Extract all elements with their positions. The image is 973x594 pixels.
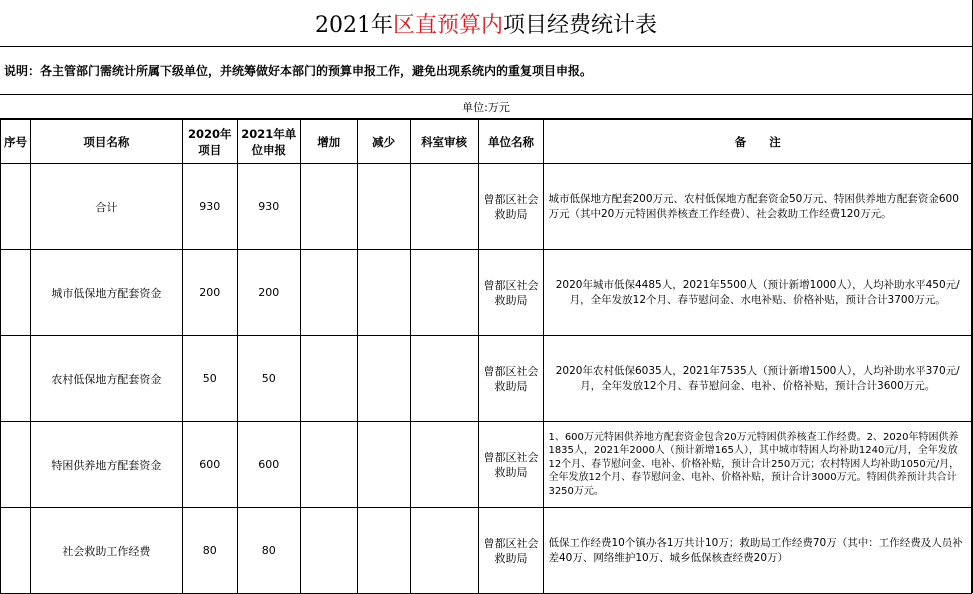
header-project-name: 项目名称: [30, 120, 182, 164]
cell-project-name[interactable]: 特困供养地方配套资金: [30, 422, 182, 508]
title-rest: 项目经费统计表: [503, 12, 658, 38]
cell-2021[interactable]: 80: [237, 508, 300, 594]
cell-seq[interactable]: [1, 336, 31, 422]
cell-review[interactable]: [410, 508, 478, 594]
cell-review[interactable]: [410, 336, 478, 422]
title-year: 2021年: [314, 12, 393, 38]
cell-2021[interactable]: 930: [237, 164, 300, 250]
cell-seq[interactable]: [1, 164, 31, 250]
unit-label: 单位:万元: [0, 96, 972, 119]
cell-remark[interactable]: 城市低保地方配套200万元、农村低保地方配套资金50万元、特困供养地方配套资金600万元（其中20万元特困供养核查工作经费）、社会救助工作经费120万元。: [544, 164, 972, 250]
cell-2020[interactable]: 80: [182, 508, 237, 594]
cell-department[interactable]: 曾都区社会救助局: [478, 164, 544, 250]
cell-project-name[interactable]: 社会救助工作经费: [30, 508, 182, 594]
instruction-note: 说明：各主管部门需统计所属下级单位，并统筹做好本部门的预算申报工作，避免出现系统内的重复项目申报。: [0, 47, 972, 95]
cell-seq[interactable]: [1, 250, 31, 336]
cell-project-name[interactable]: 农村低保地方配套资金: [30, 336, 182, 422]
cell-review[interactable]: [410, 164, 478, 250]
cell-increase[interactable]: [300, 164, 357, 250]
cell-increase[interactable]: [300, 336, 357, 422]
cell-department[interactable]: 曾都区社会救助局: [478, 508, 544, 594]
table-row: [1, 422, 972, 508]
table-row: [1, 250, 972, 336]
title-highlight: 区直预算内: [392, 12, 503, 38]
cell-2021[interactable]: 600: [237, 422, 300, 508]
cell-decrease[interactable]: [357, 508, 410, 594]
budget-table: [0, 119, 972, 594]
cell-remark[interactable]: 2020年城市低保4485人，2021年5500人（预计新增1000人），人均补助水平450元/月，全年发放12个月、春节慰问金、水电补贴、价格补贴，预计合计3700万元。: [544, 250, 972, 336]
cell-seq[interactable]: [1, 422, 31, 508]
header-remark: 备 注: [544, 120, 972, 164]
header-review: 科室审核: [410, 120, 478, 164]
cell-remark[interactable]: 2020年农村低保6035人，2021年7535人（预计新增1500人），人均补助水平370元/月，全年发放12个月、春节慰问金、电补、价格补贴，预计合计3600万元。: [544, 336, 972, 422]
table-row: [1, 164, 972, 250]
cell-department[interactable]: 曾都区社会救助局: [478, 422, 544, 508]
table-row: [1, 336, 972, 422]
cell-increase[interactable]: [300, 508, 357, 594]
cell-remark[interactable]: 1、600万元特困供养地方配套资金包含20万元特困供养核查工作经费。2、2020年特困供养1835人，2021年2000人（预计新增165人），其中城市特困人均补助1240元/月，全年发放12个月、春节慰问金、电补、价格补贴，预计合计250万元；农村特困人均补助1050元/月，全年发放12个月、春节慰问金、电补、价格补贴，预计合计3000万元。特困供养预计共合计3250万元。: [544, 422, 972, 508]
header-decrease: 减少: [357, 120, 410, 164]
header-increase: 增加: [300, 120, 357, 164]
cell-2020[interactable]: 930: [182, 164, 237, 250]
header-2020-project: 2020年项目: [182, 120, 237, 164]
table-row: [1, 508, 972, 594]
header-2021-declared: 2021年单位申报: [237, 120, 300, 164]
cell-2021[interactable]: 50: [237, 336, 300, 422]
cell-decrease[interactable]: [357, 422, 410, 508]
cell-2020[interactable]: 200: [182, 250, 237, 336]
page-title: [0, 0, 972, 47]
cell-increase[interactable]: [300, 250, 357, 336]
cell-decrease[interactable]: [357, 250, 410, 336]
header-row: [1, 120, 972, 164]
cell-2021[interactable]: 200: [237, 250, 300, 336]
cell-department[interactable]: 曾都区社会救助局: [478, 336, 544, 422]
cell-2020[interactable]: 600: [182, 422, 237, 508]
cell-2020[interactable]: 50: [182, 336, 237, 422]
cell-seq[interactable]: [1, 508, 31, 594]
header-seq: 序号: [1, 120, 31, 164]
cell-decrease[interactable]: [357, 336, 410, 422]
cell-review[interactable]: [410, 422, 478, 508]
cell-decrease[interactable]: [357, 164, 410, 250]
cell-review[interactable]: [410, 250, 478, 336]
cell-project-name[interactable]: 城市低保地方配套资金: [30, 250, 182, 336]
cell-department[interactable]: 曾都区社会救助局: [478, 250, 544, 336]
cell-increase[interactable]: [300, 422, 357, 508]
cell-remark[interactable]: 低保工作经费10个镇办各1万共计10万；救助局工作经费70万（其中：工作经费及人员补差40万、网络维护10万、城乡低保核查经费20万）: [544, 508, 972, 594]
header-department: 单位名称: [478, 120, 544, 164]
cell-project-name[interactable]: 合计: [30, 164, 182, 250]
